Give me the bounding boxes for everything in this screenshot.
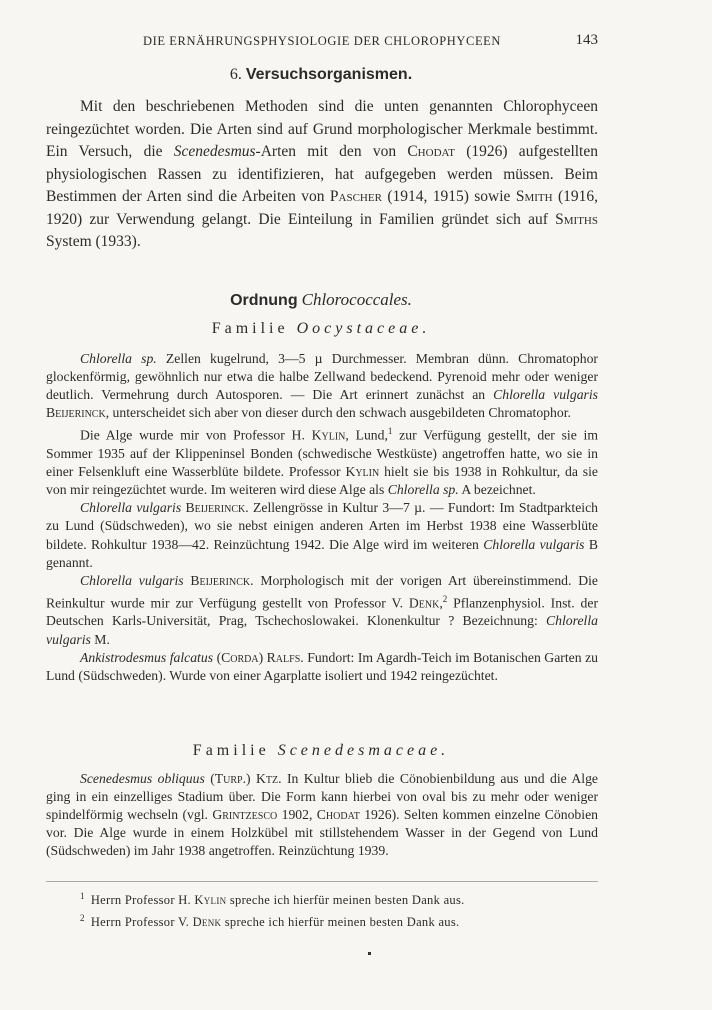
order-name: Chlorococcales. bbox=[301, 290, 412, 309]
text: Die Alge wurde mir von Professor H. bbox=[80, 427, 312, 443]
text: Herrn Professor V. bbox=[90, 914, 193, 929]
footnote-1 bbox=[80, 888, 600, 910]
text: spreche ich hierfür meinen besten Dank aus. bbox=[221, 914, 460, 929]
author-name: Turp. bbox=[214, 771, 247, 786]
text: (1926) aufgestellten physiologischen Rassen zu identifizieren, hat aufgegeben werden müssen. Beim Bestimmen der Arten sind die Arbeiten von bbox=[46, 143, 598, 205]
footnote-mark: 2 bbox=[80, 912, 85, 923]
page-number: 143 bbox=[575, 32, 598, 48]
text: ( bbox=[204, 771, 215, 786]
author-name: Kylin bbox=[311, 427, 346, 443]
text: 1926). Selten kommen einzelne Cönobien vor. Die Alge wurde in einem Holzkübel mit stillstehendem Wasser in der Gegend von Lund (Südschweden) im Jahr 1938 angetroffen. Reinzüchtung 1939. bbox=[46, 807, 598, 859]
text: (1914, 1915) sowie bbox=[381, 188, 516, 205]
entry-scenedesmus-obliquus bbox=[46, 770, 598, 860]
text: Zellen kugelrund, 3—5 µ Durchmesser. Membran dünn. Chromatophor glockenförmig, gewöhnlich nur etwa die halbe Zellwand bedeckend. Pyrenoid mehr oder weniger deutlich. Vermehrung durch Autosporen. — Die Art erinnert zunächst an bbox=[46, 351, 598, 403]
section-number: 6. bbox=[229, 66, 242, 83]
species-name: Chlorella vulgaris bbox=[80, 500, 182, 516]
order-label: Ordnung bbox=[230, 292, 298, 309]
text: (1916, 1920) zur Verwendung gelangt. Die Einteilung in Familien gründet sich auf bbox=[46, 188, 598, 228]
author-name: Kylin bbox=[345, 464, 380, 480]
text: ( bbox=[213, 649, 222, 665]
entry-chlorella-sp bbox=[46, 350, 598, 422]
text: ) bbox=[246, 771, 257, 786]
footnote-mark: 1 bbox=[80, 891, 85, 901]
species-name: Chlorella vulgaris bbox=[483, 536, 585, 552]
text: . Morphologisch mit der vorigen Art übereinstimmend. Die Reinkultur wurde mir zur Verfügung gestellt von Professor V. bbox=[46, 572, 598, 611]
text: ) bbox=[258, 649, 267, 665]
footnote-divider bbox=[46, 881, 598, 882]
text: -Arten mit den von bbox=[255, 143, 408, 160]
section-heading: Versuchsorganismen. bbox=[245, 66, 413, 83]
order-heading bbox=[0, 290, 642, 310]
text: 1902, bbox=[277, 807, 317, 823]
species-name: Chlorella vulgaris bbox=[493, 387, 599, 403]
author-name: Pascher bbox=[329, 188, 382, 205]
family-name: Oocystaceae. bbox=[296, 320, 431, 337]
text: In Kultur blieb die Cönobienbildung aus und die Alge ging in ein einzelliges Stadium über. Die Form kann hierbei von oval bis zu mehr oder weniger spindelförmig wechseln (vgl. bbox=[46, 771, 598, 823]
intro-paragraph bbox=[46, 96, 598, 254]
text: Pflanzenphysiol. Inst. der Deutschen Karls-Universität, Prag, Tschechoslowakei. Klonenkultur ? Bezeichnung: bbox=[46, 595, 599, 629]
genus-name: Scenedesmus bbox=[173, 143, 256, 160]
family-label: Familie bbox=[211, 320, 289, 337]
text: . Zellengrösse in Kultur 3—7 µ. — Fundort: Im Stadtparkteich zu Lund (Südschweden), wo sie nebst einigen anderen Arten im Herbst 1938 eine Wasserblüte bildete. Rohkultur 1938—42. Reinzüchtung 1942. Die Alge wird im weiteren bbox=[46, 500, 598, 552]
scenedesmaceae-entries bbox=[46, 770, 598, 860]
author-name: Beijerinck bbox=[46, 405, 106, 421]
footnotes bbox=[80, 888, 600, 931]
author-name: Smith bbox=[515, 188, 553, 205]
author-name: Denk bbox=[192, 914, 222, 929]
species-name: Chlorella vulgaris bbox=[46, 613, 598, 647]
author-name: Smiths bbox=[555, 210, 598, 228]
species-name: Ankistrodesmus falcatus bbox=[80, 649, 214, 665]
author-name: Beijerinck bbox=[185, 500, 246, 516]
family-heading-scenedesmaceae bbox=[0, 742, 642, 760]
author-name: Denk bbox=[408, 595, 440, 611]
footnote-ref: 2 bbox=[442, 593, 448, 604]
text: zur Verfügung gestellt, der sie im Sommer 1935 auf der Klippeninsel Bonden (schwedische Westküste) angetroffen hatte, wo sie in einer Felsenkluft eine Wasserblüte bildete. Professor bbox=[46, 427, 598, 480]
author-name: Ralfs bbox=[266, 649, 301, 665]
running-header: DIE ERNÄHRUNGSPHYSIOLOGIE DER CHLOROPHYCEEN bbox=[142, 34, 502, 48]
text: . Fundort: Im Agardh-Teich im Botanischen Garten zu Lund (Südschweden). Wurde von einer Agarplatte isoliert und 1942 reingezüchtet. bbox=[46, 649, 598, 683]
species-name: Scenedesmus obliquus bbox=[80, 771, 205, 786]
oocystaceae-entries bbox=[46, 350, 598, 685]
text: , unterscheidet sich aber von dieser durch den schwach ausgebildeten Chromatophor. bbox=[105, 405, 571, 421]
text: System (1933). bbox=[46, 233, 141, 250]
author-name: Chodat bbox=[316, 807, 360, 823]
author-name: Grintzesco bbox=[212, 807, 278, 823]
entry-chlorella-vulgaris-b bbox=[46, 499, 598, 571]
text: Mit den beschriebenen Methoden sind die unten genannten Chlorophyceen reingezüchtet worden. Die Arten sind auf Grund morphologischer Merkmale bestimmt. Ein Versuch, die bbox=[46, 98, 598, 160]
author-name: Kylin bbox=[194, 893, 227, 908]
text: , Lund, bbox=[345, 427, 388, 443]
text: hielt sie bis 1938 in Rohkultur, da sie von mir reingezüchtet wurde. Im weiteren wird diese Alge als bbox=[46, 464, 598, 498]
author-name: Beijerinck bbox=[190, 572, 251, 588]
species-name: Chlorella vulgaris bbox=[80, 572, 184, 588]
text: M. bbox=[90, 631, 110, 647]
author-name: Corda bbox=[221, 649, 259, 665]
text: , bbox=[439, 595, 443, 611]
entry-chlorella-vulgaris-m bbox=[46, 572, 598, 649]
section-title bbox=[0, 66, 642, 84]
text: B genannt. bbox=[46, 536, 598, 570]
text: A bezeichnet. bbox=[458, 482, 536, 498]
print-mark bbox=[368, 952, 371, 955]
species-name: Chlorella sp. bbox=[387, 482, 459, 498]
entry-chlorella-sp-origin bbox=[46, 422, 598, 499]
entry-ankistrodesmus bbox=[46, 649, 598, 685]
text: Herrn Professor H. bbox=[90, 893, 195, 908]
family-label: Familie bbox=[192, 742, 270, 759]
family-heading-oocystaceae bbox=[0, 320, 642, 338]
author-name: Chodat bbox=[407, 143, 455, 160]
footnote-ref: 1 bbox=[387, 426, 393, 437]
text: spreche ich hierfür meinen besten Dank aus. bbox=[226, 893, 465, 908]
author-name: Ktz. bbox=[256, 771, 282, 786]
species-name: Chlorella sp. bbox=[80, 351, 157, 366]
footnote-2 bbox=[80, 910, 600, 932]
family-name: Scenedesmaceae. bbox=[277, 742, 450, 759]
